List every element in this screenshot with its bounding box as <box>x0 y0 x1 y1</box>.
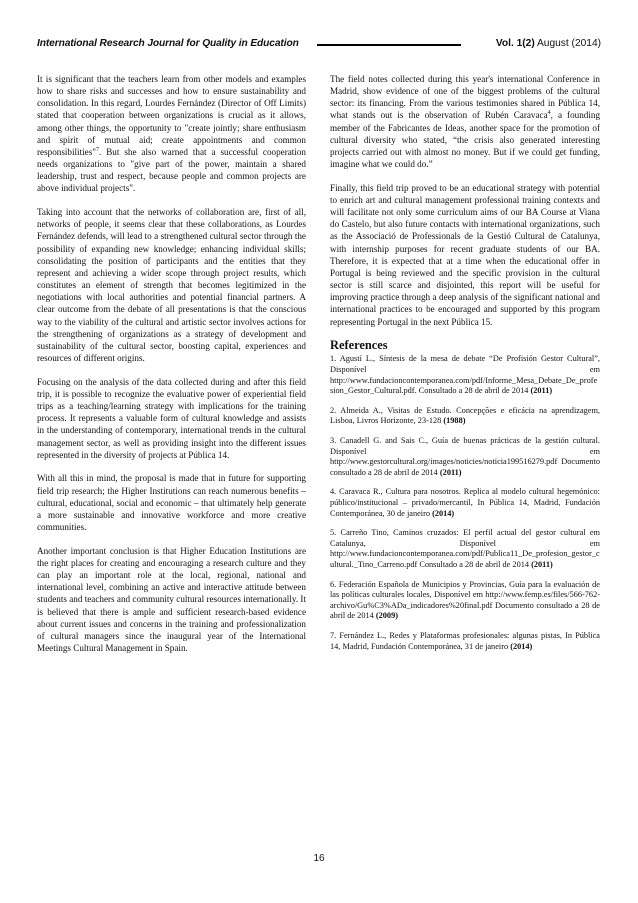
reference-item: 3. Canadell G. and Sais C., Guía de buenas prácticas de la gestión cultural. Disponível em http://www.gestorcultural.org/images/noticies/noticia199516279.pdf Documento consultado a 28 de abril de 2014 (2011) <box>330 436 600 477</box>
reference-item: 4. Caravaca R., Cultura para nosotros. Replica al modelo cultural hegemónico: público/institucional – privado/mercantil, In Pública 14, Madrid, Fundación Contemporánea, 30 de janeiro (2014) <box>330 487 600 518</box>
header-rule <box>317 44 461 46</box>
volume-date <box>496 38 601 49</box>
paragraph: With all this in mind, the proposal is made that in future for supporting field trip research; the Higher Institutions can reach numerous benefits – cultural, educational, social and economic – that ultimately help generate a more sustainable and innovative workforce and more creative communities. <box>37 473 306 533</box>
right-column <box>330 73 600 661</box>
running-header <box>37 36 601 52</box>
journal-title: International Research Journal for Quality in Education <box>37 38 299 49</box>
reference-item: 1. Agustí L., Síntesis de la mesa de debate “De Profisión Gestor Cultural”, Disponível em http://www.fundacioncontemporanea.com/pdf/Informe_Mesa_Debate_De_profesion_Gestor_Cultural.pdf. Consultado a 28 de abril de 2014 (2011) <box>330 354 600 396</box>
reference-item: 6. Federación Española de Municipios y Provincias, Guía para la evaluación de las políticas culturales locales, Disponível em http://www.femp.es/files/566-762- archivo/Gu%C3%ADa_indicadores%20final.pdf Documento consultado a 28 de abril de 2014 (2009) <box>330 579 600 621</box>
footnote-ref: 7 <box>95 146 99 153</box>
paragraph: The field notes collected during this year's international Conference in Madrid, show evidence of one of the biggest problems of the cultural sector: its financing. From the various testimonies shared in Pública 14, what stands out is the observation of Rubén Caravaca$^4$, a founding member of the Fabricantes de Ideas, another space for the promotion of cultural diversity who stated, “the crisis also generated interesting projects carried out with almost no money. But if we could get funding, imagine what we could do.” <box>330 74 601 170</box>
paragraph: Another important conclusion is that Higher Education Institutions are the right places for creating and encouraging a research culture and they can play an important role at the local, regional, national and international level, combining an active and interactive attitude between students and teachers and community cultural resources internationally. It is believed that there is ample and sufficient research-based evidence about current issues and concerns in the training and professionalization of cultural managers since the inaugural year of the International Meetings Cultural Management in Spain. <box>37 545 306 654</box>
paragraph: Focusing on the analysis of the data collected during and after this field trip, it is possible to recognize the evaluative power of experiential field trips as a teaching/learning strategy with implications for the training process. It represents a valuable form of cultural knowledge and assists in the understanding of contemporary, international trends in the cultural management sector, as well as providing insight into the different issues represented in the diversity of projects at Pública 14. <box>37 376 306 460</box>
left-column <box>37 73 306 666</box>
reference-item: 5. Carreño Tino, Caminos cruzados: El perfil actual del gestor cultural em Catalunya, Disponível em http://www.fundacioncontemporanea.com/pdf/Publica11_De_profesion_gestor_cultural._Tino_Carreno.pdf Consultado a 28 de abril de 2014 (2011) <box>330 528 600 569</box>
issue-date: August (2014) <box>534 38 601 49</box>
references-heading: References <box>330 338 388 353</box>
paragraph: Taking into account that the networks of collaboration are, first of all, networks of people, it seems clear that these collaborations, as Lourdes Fernández defends, will lead to a strengthened cultural sector through the possibility of expanding new knowledge; enhancing individual skills; consolidating the position of participants and the entities that they represent and achieving a wider scope through project results, which constitutes an element of strength that becomes legitimized in the negotiations with local authorities and potential financial partners. A clear outcome from the debate of all presentations is that the conscious way to the viability of the cultural and artistic sector involves actions for the strengthening of organizations as a strategy of development and sustainability of the cultural sector, boosting capital, experiences and resources of different origins. <box>37 207 306 364</box>
page-number: 16 <box>313 853 325 864</box>
paragraph: Finally, this field trip proved to be an educational strategy with potential to enrich art and cultural management professional training contexts and will facilitate not only some curriculum aims of our BA Course at Viana do Castelo, but also future contacts with international organizations, such as the Associació de Professionals de la Gestió Cultural de Catalunya, with internship purposes for recent graduate students of our BA. Therefore, it is expected that at a time when the educational offer in Portugal is being reviewed and the specific provision in the cultural sector is still scarce and disjointed, this report will be useful for improving practice through a deep analysis of the significant national and international practices to be encouraged and supported by this program representing Portugal in the next Pública 15. <box>330 182 600 327</box>
volume-label: Vol. 1(2) <box>495 38 535 49</box>
footnote-ref: 4 <box>547 110 551 117</box>
paragraph: It is significant that the teachers learn from other models and examples how to share risks and successes and how to ensure sustainability and consolidation. In this regard, Lourdes Fernández (Director of Off Limits) stated that cooperation between organizations is crucial as it allows, among other things, the opportunity to "create jointly; share enthusiasm and spirit of mutual aid; create appointments and common responsibilities"$^7$. But she also warned that a successful cooperation needs organizations to "give part of the power, maintain a shared leadership, trust and respect, because people and common projects are above individual projects". <box>37 74 306 194</box>
reference-item: 7. Fernández L., Redes y Plataformas profesionales: algunas pistas, In Pública 14, Madrid, Fundación Contemporánea, 31 de janeiro (2014) <box>330 630 600 651</box>
reference-item: 2. Almeida A., Visitas de Estudo. Concepções e eficácia na aprendizagem, Lisboa, Livros Horizonte, 23-128 (1988) <box>330 405 600 426</box>
